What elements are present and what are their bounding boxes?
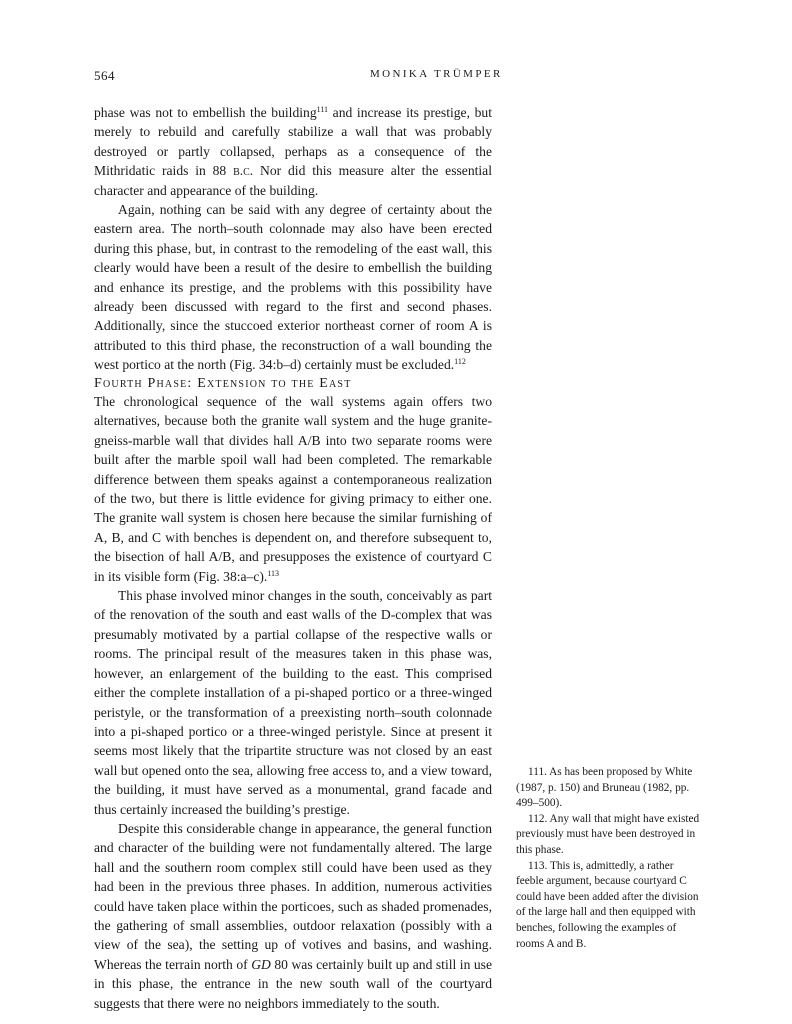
text-block-top xyxy=(94,103,492,375)
footnote: 112. Any wall that might have existed previously must have been destroyed in this phase. xyxy=(516,812,700,856)
paragraph: phase was not to embellish the building$^{111}$ and increase its prestige, but merely to rebuild and carefully stabilize a wall that was probably destroyed or partly collapsed, perhaps as a consequence of the Mithridatic raids in 88 b.c. Nor did this measure alter the essential character and appearance of the building. xyxy=(94,105,492,198)
section-heading: Fourth Phase: Extension to the East xyxy=(94,375,352,391)
footnote-ref[interactable]: 112 xyxy=(454,357,466,367)
footnote-ref[interactable]: 113 xyxy=(267,568,280,578)
footnote: 113. This is, admittedly, a rather feeble argument, because courtyard C could have been added after the division of the large hall and then equipped with benches, following the examples of rooms A and B. xyxy=(516,859,699,950)
paragraph: Again, nothing can be said with any degree of certainty about the eastern area. The north–south colonnade may also have been erected during this phase, but, in contrast to the remodeling of the east wall, this clearly would have been a result of the desire to embellish the building and enhance its prestige, and the problems with this possibility have already been discussed with regard to the first and second phases. Additionally, since the stuccoed exterior northeast corner of room A is attributed to this third phase, the reconstruction of a wall bounding the west portico at the north (Fig. 34:b–d) certainly must be excluded.$^{112}$ xyxy=(94,202,492,373)
paragraph: Despite this considerable change in appearance, the general function and character of the building were not fundamentally altered. The large hall and the southern room complex still could have been used as they had been in the previous three phases. In addition, numerous activities could have taken place within the porticoes, such as shaded promenades, the gathering of small assemblies, outdoor relaxation (possibly with a view of the sea), the setting up of votives and basins, and washing. Whereas the terrain north of GD 80 was certainly built up and still in use in this phase, the entrance in the new south wall of the courtyard suggests that there were no neighbors immediately to the south. xyxy=(94,820,493,1011)
text-block-main xyxy=(94,392,492,1013)
page-number: 564 xyxy=(94,68,115,83)
paragraph: This phase involved minor changes in the south, conceivably as part of the renovation of the south and east walls of the D-complex that was presumably motivated by a partial collapse of the respective walls or rooms. The principal result of the measures taken in this phase was, however, an enlargement of the building to the east. This comprised either the complete installation of a pi-shaped portico or a three-winged peristyle, or the transformation of a preexisting north–south colonnade into a pi-shaped portico or a three-winged peristyle. Since at present it seems most likely that the tripartite structure was not closed by an east wall but opened onto the sea, allowing free access to, and a view toward, the building, it must have served as a monumental, grand facade and thus certainly increased the building’s prestige. xyxy=(94,588,492,817)
footnote-ref[interactable]: 111 xyxy=(316,105,329,114)
footnotes xyxy=(516,765,700,952)
running-head: MONIKA TRÜMPER xyxy=(370,68,503,80)
footnote: 111. As has been proposed by White (1987, p. 150) and Bruneau (1982, pp. 499–500). xyxy=(516,766,693,810)
paragraph: The chronological sequence of the wall systems again offers two alternatives, because both the granite wall system and the huge granite-gneiss-marble wall that divides hall A/B into two separate rooms were built after the marble spoil wall had been completed. The remarkable difference between them speaks against a contemporaneous realization of the two, but there is little evidence for giving primacy to either one. The granite wall system is chosen here because the similar furnishing of A, B, and C with benches is dependent on, and therefore subsequent to, the bisection of hall A/B, and presupposes the existence of courtyard C in its visible form (Fig. 38:a–c).$^{113}$ xyxy=(94,394,492,584)
